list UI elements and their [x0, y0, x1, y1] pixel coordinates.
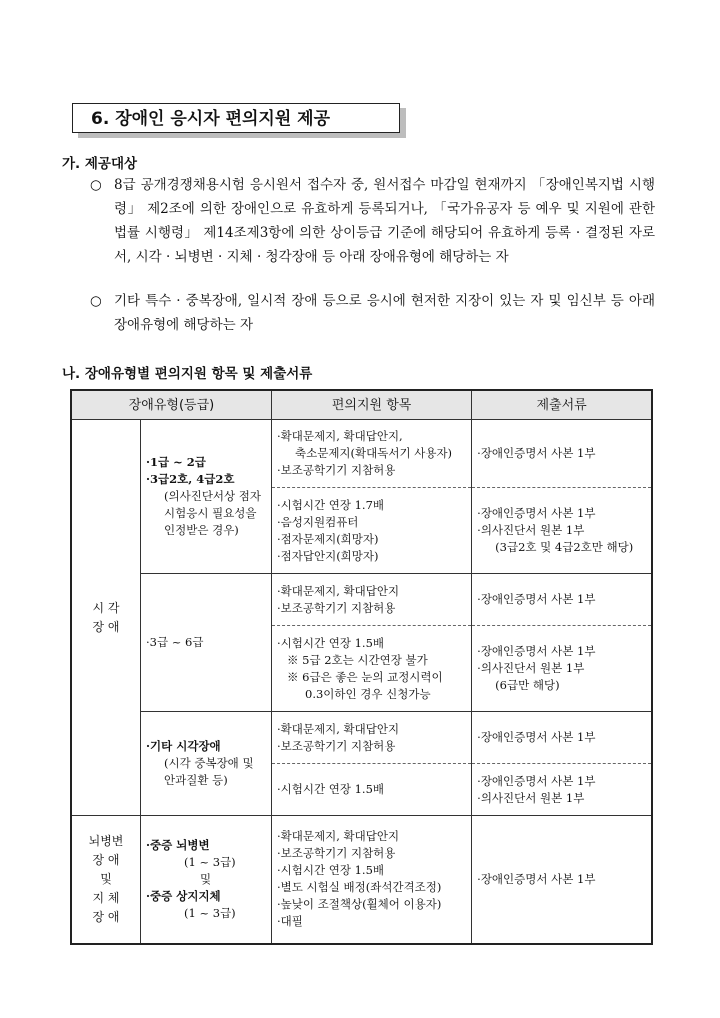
text-line: ·보조공학기기 지참허용	[277, 463, 396, 477]
bullet-item	[90, 289, 655, 337]
category-line: 장 애	[92, 619, 120, 634]
text-line: ·확대문제지, 확대답안지	[277, 829, 400, 844]
text-line: ·장애인증명서 사본 1부	[477, 773, 596, 788]
support-items	[272, 712, 472, 764]
doc-lines	[477, 643, 646, 694]
required-docs	[472, 420, 652, 488]
text-line: 0.3이하인 경우 신청가능	[305, 686, 431, 701]
grade-lines	[146, 837, 266, 922]
item-lines	[277, 428, 466, 479]
item-lines	[277, 828, 466, 930]
text-line: ·확대문제지, 확대답안지	[277, 583, 400, 598]
doc-lines	[477, 591, 646, 608]
support-items	[272, 626, 472, 712]
required-docs	[472, 712, 652, 764]
text-line: 인정받은 경우)	[164, 523, 239, 537]
text-line: ·보조공학기기 지참허용	[277, 846, 396, 861]
text-line: ·확대문제지, 확대답안지	[277, 721, 400, 736]
text-line: ·1급 ~ 2급	[146, 455, 206, 469]
text-line: ·시험시간 연장 1.5배	[277, 635, 385, 650]
grade-cell	[141, 420, 272, 574]
text-line: ·대필	[277, 914, 303, 929]
text-line: ·장애인증명서 사본 1부	[477, 871, 596, 886]
header-type: 장애유형(등급)	[71, 390, 272, 420]
support-items	[272, 488, 472, 574]
text-line: 축소문제지(확대독서기 사용자)	[295, 446, 453, 460]
text-line: 및	[200, 871, 212, 886]
text-line: ·높낮이 조절책상(휠체어 이용자)	[277, 897, 442, 912]
text-line: ·3급2호, 4급2호	[146, 472, 235, 486]
item-lines	[277, 635, 466, 703]
text-line: ·의사진단서 원본 1부	[477, 523, 585, 537]
bullet-mark: ○	[90, 177, 102, 193]
text-line: ·3급 ~ 6급	[146, 635, 204, 649]
text-line: ·기타 시각장애	[146, 739, 221, 753]
category-line: 시 각	[92, 600, 120, 615]
support-items	[272, 816, 472, 944]
text-line: ·보조공학기기 지참허용	[277, 600, 396, 615]
text-line: ·점자답안지(희망자)	[277, 548, 379, 563]
doc-lines	[477, 505, 646, 556]
text-line: ※ 5급 2호는 시간연장 불가	[287, 652, 428, 667]
section-title: 6. 장애인 응시자 편의지원 제공	[72, 103, 400, 133]
category-visual	[71, 420, 141, 816]
text-line: (의사진단서상 점자	[164, 489, 262, 503]
text-line: (1 ~ 3급)	[184, 854, 236, 869]
text-line: ·별도 시험실 배정(좌석간격조정)	[277, 880, 442, 895]
header-items: 편의지원 항목	[272, 390, 472, 420]
category-visual-label	[77, 599, 135, 637]
text-line: ·장애인증명서 사본 1부	[477, 730, 596, 744]
text-line: ·장애인증명서 사본 1부	[477, 592, 596, 606]
text-line: ·시험시간 연장 1.5배	[277, 863, 385, 878]
text-line: ※ 6급은 좋은 눈의 교정시력이	[287, 669, 443, 684]
doc-lines	[477, 773, 646, 807]
grade-cell	[141, 816, 272, 944]
doc-lines	[477, 729, 646, 746]
text-line: ·점자문제지(희망자)	[277, 531, 379, 546]
bullet-mark: ○	[90, 293, 102, 309]
text-line: ·시험시간 연장 1.7배	[277, 497, 385, 512]
bullet-item	[90, 173, 655, 269]
category-line: 장 애	[92, 852, 120, 867]
text-line: ·장애인증명서 사본 1부	[477, 506, 596, 520]
category-brain-physical	[71, 816, 141, 944]
category-line: 및	[100, 871, 112, 886]
subsection-b-title: 나. 장애유형별 편의지원 항목 및 제출서류	[62, 366, 313, 382]
category-line: 지 체	[92, 890, 120, 905]
category-brain-label	[77, 832, 135, 927]
grade-lines	[146, 454, 266, 539]
required-docs	[472, 764, 652, 816]
support-items	[272, 574, 472, 626]
text-line: ·의사진단서 원본 1부	[477, 661, 585, 675]
required-docs	[472, 488, 652, 574]
required-docs	[472, 574, 652, 626]
text-line: 시험응시 필요성을	[164, 506, 257, 520]
required-docs	[472, 626, 652, 712]
category-line: 뇌병변	[88, 833, 124, 848]
subsection-a-title: 가. 제공대상	[62, 156, 138, 172]
support-items	[272, 764, 472, 816]
grade-lines	[146, 634, 266, 651]
text-line: ·중증 상지지체	[146, 888, 221, 903]
text-line: ·의사진단서 원본 1부	[477, 790, 585, 805]
item-lines	[277, 781, 466, 798]
support-items	[272, 420, 472, 488]
grade-lines	[146, 738, 266, 789]
item-lines	[277, 721, 466, 755]
text-line: (6급만 해당)	[495, 678, 560, 692]
grade-cell	[141, 712, 272, 816]
text-line: ·확대문제지, 확대답안지,	[277, 429, 403, 443]
bullet-text: 8급 공개경쟁채용시험 응시원서 접수자 중, 원서접수 마감일 현재까지 「장애인복지법 시행령」 제2조에 의한 장애인으로 유효하게 등록되거나, 「국가유공자 등 예우 및 지원에 관한 법률 시행령」 제14조제3항에 의한 상이등급 기준에 해당되어 유효하게 등록 · 결정된 자로서, 시각 · 뇌병변 · 지체 · 청각장애 등 아래 장애유형에 해당하는 자	[114, 177, 655, 265]
item-lines	[277, 497, 466, 565]
doc-lines	[477, 871, 646, 888]
grade-cell	[141, 574, 272, 712]
text-line: ·중증 뇌병변	[146, 837, 210, 852]
text-line: ·음성지원컴퓨터	[277, 514, 359, 529]
bullet-text: 기타 특수 · 중복장애, 일시적 장애 등으로 응시에 현저한 지장이 있는 자 및 임신부 등 아래 장애유형에 해당하는 자	[114, 293, 655, 333]
text-line: ·시험시간 연장 1.5배	[277, 782, 385, 796]
text-line: 안과질환 등)	[164, 773, 228, 787]
support-table	[70, 389, 653, 945]
text-line: ·장애인증명서 사본 1부	[477, 446, 596, 460]
doc-lines	[477, 445, 646, 462]
text-line: ·장애인증명서 사본 1부	[477, 644, 596, 658]
category-line: 장 애	[92, 909, 120, 924]
item-lines	[277, 583, 466, 617]
required-docs	[472, 816, 652, 944]
text-line: ·보조공학기기 지참허용	[277, 738, 396, 753]
header-docs: 제출서류	[472, 390, 652, 420]
text-line: (1 ~ 3급)	[184, 905, 236, 920]
text-line: (3급2호 및 4급2호만 해당)	[495, 540, 634, 554]
text-line: (시각 중복장애 및	[164, 756, 254, 770]
